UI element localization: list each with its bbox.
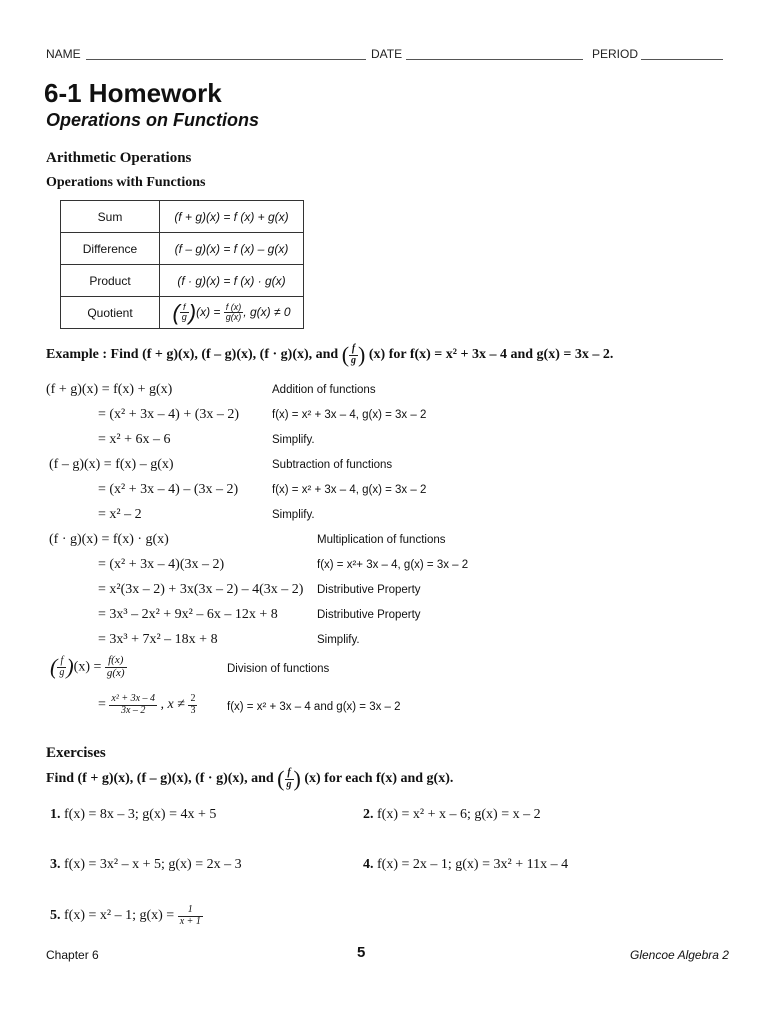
date-label: DATE [371, 47, 403, 61]
op-def-quotient: ( $\frac{f}{g}$ )(x) = $\frac{f (x)}{g(x)}$ , g(x) ≠ 0 [160, 297, 304, 329]
frac-den: 3 [190, 704, 196, 716]
frac-num: f [57, 656, 66, 668]
footer-book: Glencoe Algebra 2 [630, 948, 729, 962]
quot-note: Division of functions [227, 663, 330, 675]
name-label: NAME [46, 47, 81, 61]
step-expr: (f + g)(x) = f(x) + g(x) [46, 382, 173, 397]
step-expr: (f – g)(x) = f(x) – g(x) [49, 457, 174, 472]
footer-page-number: 5 [357, 944, 366, 961]
frac-num: f [349, 344, 358, 356]
step-note: Subtraction of functions [272, 459, 393, 471]
quot-mid: (x) = [196, 304, 221, 319]
step-note: Simplify. [272, 434, 315, 446]
step-expr: = (x² + 3x – 4)(3x – 2) [98, 557, 225, 572]
frac-den: x + 1 [179, 915, 201, 927]
frac-num: f(x) [105, 655, 127, 668]
step-note: Addition of functions [272, 384, 376, 396]
problem-number: 2. [363, 807, 374, 822]
step-note: Distributive Property [317, 584, 421, 596]
table-row [61, 201, 304, 233]
date-underline[interactable] [406, 59, 583, 60]
frac-num: f [285, 768, 294, 780]
step-expr: = 3x³ – 2x² + 9x² – 6x – 12x + 8 [98, 607, 278, 622]
quot-res-mid: , x ≠ [160, 697, 185, 713]
instr-lead: Find (f + g)(x), (f – g)(x), (f · g)(x), and [46, 771, 274, 787]
frac-num: f (x) [225, 301, 242, 312]
step-note: f(x) = x² + 3x – 4, g(x) = 3x – 2 [272, 409, 427, 421]
step-expr: (f · g)(x) = f(x) · g(x) [49, 532, 169, 547]
quot-lhs: ( $\frac{f}{g}$ )(x) = $\frac{f(x)}{g(x)}$ [50, 654, 125, 680]
table-row [61, 233, 304, 265]
op-def: (f + g)(x) = f (x) + g(x) [160, 201, 304, 233]
frac-den: g [181, 312, 187, 322]
problem-number: 1. [50, 807, 61, 822]
problem-number: 5. [50, 908, 61, 924]
op-def: (f · g)(x) = f (x) · g(x) [160, 265, 304, 297]
exercises-instructions: Find (f + g)(x), (f – g)(x), (f · g)(x), and ( $\frac{f}{g}$ ) (x) for each f(x) and g(x). [46, 766, 454, 791]
problem-5 [50, 905, 203, 927]
problem-3 [50, 857, 242, 873]
exercises-heading: Exercises [46, 745, 106, 761]
step-expr: = 3x³ + 7x² – 18x + 8 [98, 632, 218, 647]
section-subheading: Operations with Functions [46, 175, 206, 190]
step-note: Distributive Property [317, 609, 421, 621]
quot-result [98, 694, 197, 716]
quot-tail: , g(x) ≠ 0 [243, 304, 291, 319]
name-underline[interactable] [86, 59, 366, 60]
period-label: PERIOD [592, 47, 639, 61]
problem-1 [50, 807, 216, 823]
step-note: f(x) = x²+ 3x – 4, g(x) = 3x – 2 [317, 559, 469, 571]
quot-res-eq: = [98, 697, 106, 713]
frac-num: f [180, 303, 189, 313]
example-lead: Example : Find (f + g)(x), (f – g)(x), (f · g)(x), and [46, 347, 339, 363]
op-name: Sum [61, 201, 160, 233]
page-subtitle: Operations on Functions [46, 110, 260, 130]
step-note: Simplify. [272, 509, 315, 521]
step-note: Simplify. [317, 634, 360, 646]
frac-den: 3x – 2 [120, 704, 146, 716]
page-title: 6-1 Homework [44, 78, 222, 108]
step-note: Multiplication of functions [317, 534, 446, 546]
frac-num: x² + 3x – 4 [111, 693, 156, 704]
op-name: Product [61, 265, 160, 297]
table-row [61, 265, 304, 297]
problem-number: 4. [363, 857, 374, 872]
operations-table [60, 200, 304, 329]
section-heading: Arithmetic Operations [46, 150, 192, 166]
frac-den: g [286, 778, 292, 790]
example-tail: (x) for f(x) = x² + 3x – 4 and g(x) = 3x – 2. [368, 347, 614, 363]
example-heading: Example : Find (f + g)(x), (f – g)(x), (f · g)(x), and ( $\frac{f}{g}$ ) (x) for f(x) = x² + 3x – 4 and g(x) = 3x – 2. [46, 342, 614, 367]
frac-den: g [59, 666, 65, 678]
quot-lhs-tail: (x) = [73, 659, 102, 675]
problem-4 [363, 857, 568, 873]
problem-text: f(x) = x² + x – 6; g(x) = x – 2 [377, 807, 541, 822]
period-underline[interactable] [641, 59, 723, 60]
frac-num: 1 [178, 905, 203, 917]
frac-den: g(x) [225, 312, 242, 322]
frac-den: g(x) [106, 666, 125, 679]
step-expr: = x² – 2 [98, 507, 142, 522]
op-name: Quotient [61, 297, 160, 329]
op-def: (f – g)(x) = f (x) – g(x) [160, 233, 304, 265]
table-row [61, 297, 304, 329]
frac-num: 2 [190, 693, 196, 704]
step-expr: = x² + 6x – 6 [98, 432, 171, 447]
step-note: f(x) = x² + 3x – 4, g(x) = 3x – 2 [272, 484, 427, 496]
step-expr: = x²(3x – 2) + 3x(3x – 2) – 4(3x – 2) [98, 582, 304, 597]
problem-text: f(x) = 2x – 1; g(x) = 3x² + 11x – 4 [377, 857, 569, 872]
step-expr: = (x² + 3x – 4) – (3x – 2) [98, 482, 239, 497]
problem-text: f(x) = 8x – 3; g(x) = 4x + 5 [64, 807, 217, 822]
step-expr: = (x² + 3x – 4) + (3x – 2) [98, 407, 240, 422]
footer-chapter: Chapter 6 [46, 948, 99, 962]
quot-res-note: f(x) = x² + 3x – 4 and g(x) = 3x – 2 [227, 701, 401, 713]
instr-tail: (x) for each f(x) and g(x). [304, 771, 454, 787]
op-name: Difference [61, 233, 160, 265]
problem-number: 3. [50, 857, 61, 872]
problem-2 [363, 807, 541, 823]
problem-text: f(x) = 3x² – x + 5; g(x) = 2x – 3 [64, 857, 242, 872]
frac-den: g [351, 354, 357, 366]
problem-text: f(x) = x² – 1; g(x) = [64, 908, 175, 924]
